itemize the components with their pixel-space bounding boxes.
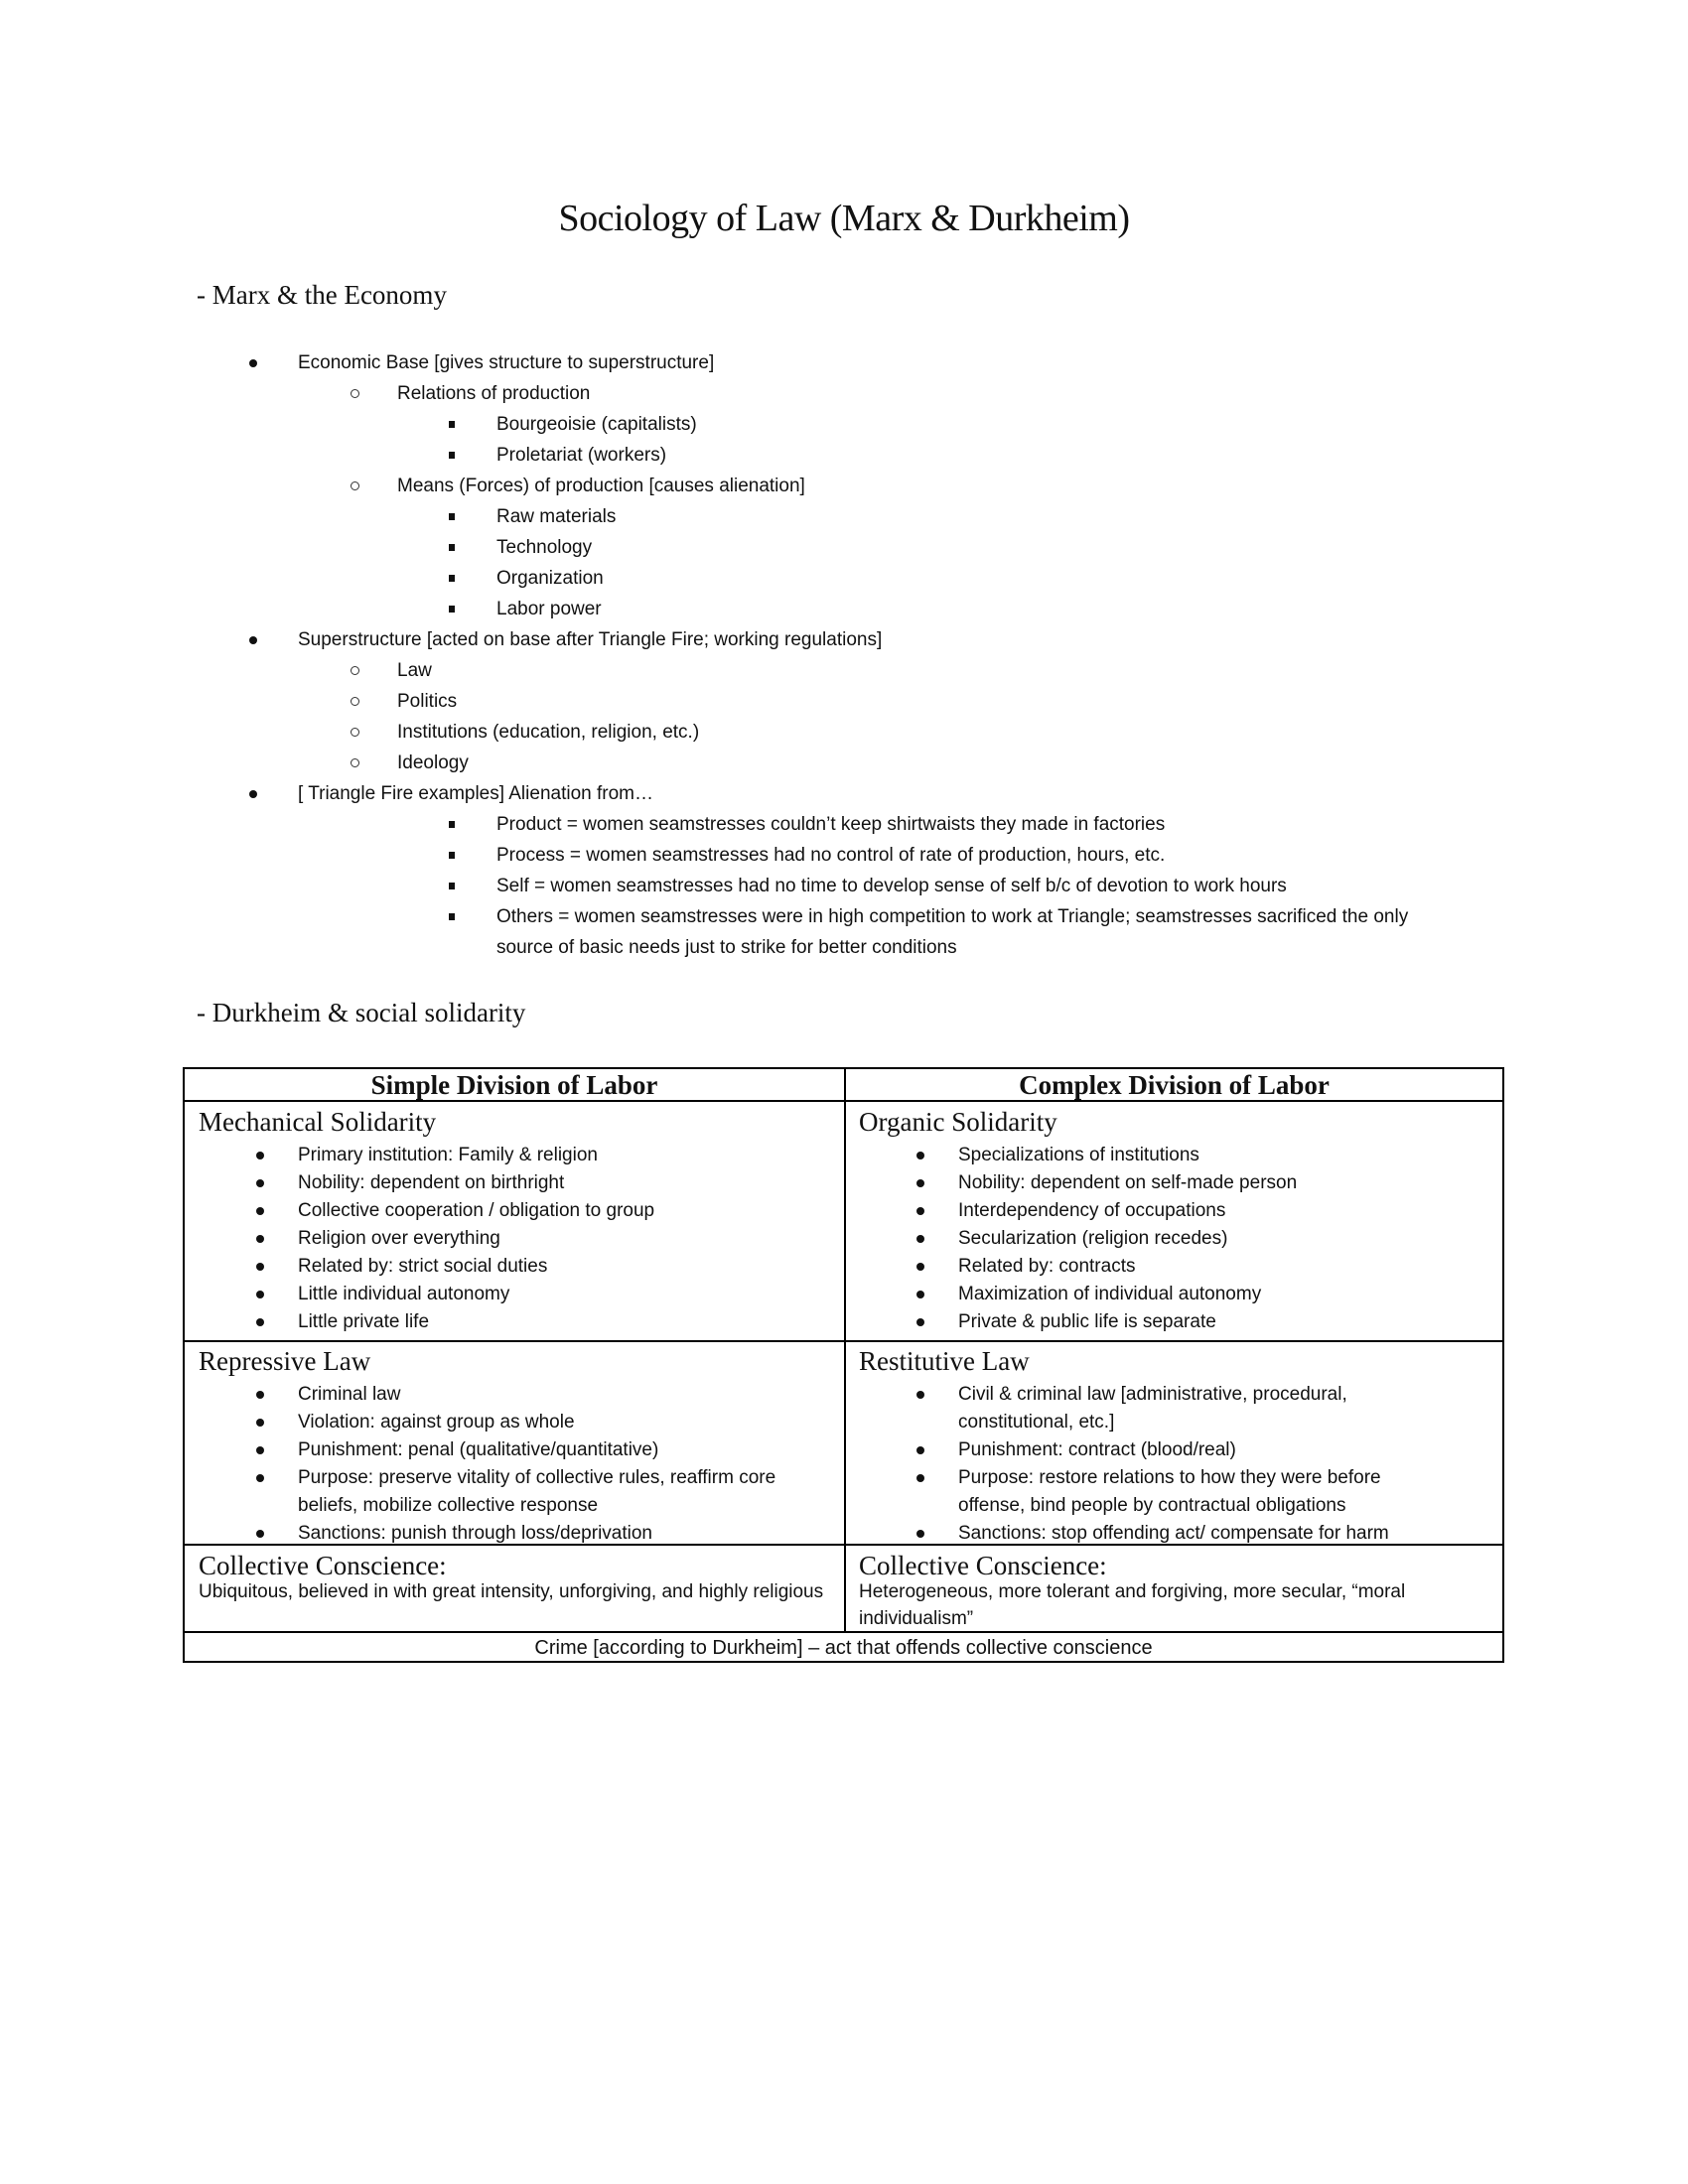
outline-item-text: Process = women seamstresses had no control of rate of production, hours, etc.	[496, 845, 1166, 866]
outline-item-text: Raw materials	[496, 506, 617, 527]
list-item-text: Specializations of institutions	[958, 1145, 1199, 1165]
outline-item	[0, 778, 1688, 809]
list-item-text: Interdependency of occupations	[958, 1200, 1226, 1221]
bullet-square-icon	[442, 440, 462, 471]
table-divider	[844, 1069, 846, 1633]
bullet-dot-icon	[911, 1436, 930, 1464]
list-item-text: Related by: strict social duties	[298, 1256, 548, 1277]
cell-title-mechanical-solidarity: Mechanical Solidarity	[199, 1107, 437, 1137]
list-item-text: Private & public life is separate	[958, 1311, 1216, 1332]
outline-item	[0, 717, 1688, 748]
bullet-dot-icon	[250, 1281, 270, 1308]
list-item	[298, 1436, 834, 1464]
list-item-text: Little private life	[298, 1311, 430, 1332]
outline-item	[0, 378, 1688, 409]
bullet-square-icon	[442, 809, 462, 840]
list-item	[958, 1281, 1494, 1308]
list-item	[298, 1253, 834, 1281]
column-header-simple: Simple Division of Labor	[370, 1070, 658, 1100]
outline-item-text: Superstructure [acted on base after Triangle Fire; working regulations]	[298, 629, 883, 650]
bullet-circle-icon	[345, 378, 364, 409]
bullet-dot-icon	[250, 1142, 270, 1169]
list-item-text: Criminal law	[298, 1384, 401, 1405]
outline-item	[0, 471, 1688, 501]
list-item-text: Nobility: dependent on birthright	[298, 1172, 565, 1193]
outline-item-text: Relations of production	[397, 383, 591, 404]
outline-item	[0, 655, 1688, 686]
page-title: Sociology of Law (Marx & Durkheim)	[558, 198, 1130, 239]
list-item-text: Civil & criminal law [administrative, procedural, constitutional, etc.]	[958, 1384, 1347, 1433]
collective-conscience-left-text: Ubiquitous, believed in with great intensity, unforgiving, and highly religious	[199, 1581, 824, 1602]
outline-item	[0, 563, 1688, 594]
outline-item-text: Economic Base [gives structure to superstructure]	[298, 352, 715, 373]
outline-item	[0, 347, 1688, 378]
cell-title-collective-conscience-left: Collective Conscience:	[199, 1551, 447, 1580]
bullet-dot-icon	[911, 1308, 930, 1336]
list-item	[298, 1381, 834, 1409]
list-item	[958, 1308, 1494, 1336]
list-item-text: Sanctions: punish through loss/deprivation	[298, 1523, 653, 1544]
bullet-dot-icon	[250, 1197, 270, 1225]
section-heading-durkheim: - Durkheim & social solidarity	[197, 998, 526, 1027]
bullet-dot-icon	[250, 1464, 270, 1492]
list-item	[298, 1169, 834, 1197]
list-item	[958, 1520, 1415, 1548]
outline-item	[0, 409, 1688, 440]
outline-item-text: Technology	[496, 537, 593, 558]
bullet-dot-icon	[250, 1436, 270, 1464]
outline-item	[0, 809, 1688, 840]
outline-item-text: Product = women seamstresses couldn’t keep shirtwaists they made in factories	[496, 814, 1166, 835]
list-item-text: Punishment: contract (blood/real)	[958, 1439, 1236, 1460]
outline-item-text: [ Triangle Fire examples] Alienation from…	[298, 783, 653, 804]
list-item	[298, 1225, 834, 1253]
outline-item-text: Politics	[397, 691, 458, 712]
bullet-dot-icon	[911, 1225, 930, 1253]
list-item-text: Punishment: penal (qualitative/quantitative)	[298, 1439, 659, 1460]
list-item-text: Purpose: preserve vitality of collective rules, reaffirm core beliefs, mobilize collective response	[298, 1467, 776, 1516]
list-item	[958, 1253, 1494, 1281]
bullet-dot-icon	[250, 1308, 270, 1336]
outline-item	[0, 501, 1688, 532]
outline-item-text: Others = women seamstresses were in high competition to work at Triangle; seamstresses sacrificed the only	[496, 906, 1409, 927]
bullet-dot-icon	[250, 1409, 270, 1436]
repressive-law-list	[298, 1381, 834, 1548]
outline-item	[0, 594, 1688, 624]
list-item-text: Little individual autonomy	[298, 1284, 510, 1304]
bullet-square-icon	[442, 901, 462, 932]
bullet-dot-icon	[243, 778, 263, 809]
bullet-square-icon	[442, 871, 462, 901]
list-item-text: Maximization of individual autonomy	[958, 1284, 1262, 1304]
outline-item-text: Means (Forces) of production [causes alienation]	[397, 476, 805, 496]
list-item-text: Related by: contracts	[958, 1256, 1136, 1277]
crime-definition-row: Crime [according to Durkheim] – act that offends collective conscience	[534, 1637, 1153, 1659]
list-item	[958, 1381, 1415, 1436]
list-item	[298, 1197, 834, 1225]
bullet-circle-icon	[345, 748, 364, 778]
list-item	[298, 1464, 834, 1520]
list-item-text: Nobility: dependent on self-made person	[958, 1172, 1298, 1193]
bullet-dot-icon	[243, 624, 263, 655]
bullet-dot-icon	[250, 1381, 270, 1409]
bullet-dot-icon	[911, 1142, 930, 1169]
bullet-dot-icon	[250, 1520, 270, 1548]
column-header-complex: Complex Division of Labor	[1019, 1070, 1330, 1100]
outline-item	[0, 901, 1688, 932]
outline-item	[0, 686, 1688, 717]
outline-item-text: Bourgeoisie (capitalists)	[496, 414, 697, 435]
outline-item	[0, 840, 1688, 871]
outline-item	[0, 932, 1688, 963]
list-item-text: Primary institution: Family & religion	[298, 1145, 598, 1165]
bullet-square-icon	[442, 409, 462, 440]
collective-conscience-right-text: Heterogeneous, more tolerant and forgiving, more secular, “moral individualism”	[859, 1581, 1406, 1629]
outline-item	[0, 532, 1688, 563]
outline-item-text: Labor power	[496, 599, 602, 619]
outline-item-text: Self = women seamstresses had no time to develop sense of self b/c of devotion to work hours	[496, 876, 1287, 896]
outline-item-text: Institutions (education, religion, etc.)	[397, 722, 700, 743]
bullet-dot-icon	[911, 1253, 930, 1281]
bullet-dot-icon	[243, 347, 263, 378]
section-heading-marx: - Marx & the Economy	[197, 280, 447, 310]
bullet-circle-icon	[345, 717, 364, 748]
bullet-dot-icon	[911, 1169, 930, 1197]
list-item	[958, 1169, 1494, 1197]
list-item-text: Purpose: restore relations to how they were before offense, bind people by contractual obligations	[958, 1467, 1381, 1516]
durkheim-comparison-table	[183, 1067, 1504, 1663]
bullet-square-icon	[442, 840, 462, 871]
list-item-text: Religion over everything	[298, 1228, 500, 1249]
list-item	[958, 1197, 1494, 1225]
outline-item	[0, 440, 1688, 471]
list-item	[298, 1520, 834, 1548]
bullet-dot-icon	[250, 1253, 270, 1281]
outline-item-text: source of basic needs just to strike for better conditions	[496, 937, 957, 958]
bullet-circle-icon	[345, 655, 364, 686]
bullet-dot-icon	[911, 1464, 930, 1492]
list-item	[298, 1281, 834, 1308]
list-item	[298, 1409, 834, 1436]
list-item	[958, 1436, 1415, 1464]
bullet-dot-icon	[250, 1225, 270, 1253]
list-item-text: Secularization (religion recedes)	[958, 1228, 1228, 1249]
bullet-square-icon	[442, 563, 462, 594]
list-item	[958, 1464, 1415, 1520]
organic-solidarity-list	[958, 1142, 1494, 1336]
outline-item-text: Proletariat (workers)	[496, 445, 667, 466]
list-item	[298, 1142, 834, 1169]
bullet-circle-icon	[345, 471, 364, 501]
bullet-dot-icon	[911, 1520, 930, 1548]
list-item-text: Sanctions: stop offending act/ compensate for harm	[958, 1523, 1389, 1544]
cell-title-restitutive-law: Restitutive Law	[859, 1346, 1030, 1376]
cell-title-collective-conscience-right: Collective Conscience:	[859, 1551, 1107, 1580]
outline-item-text: Law	[397, 660, 432, 681]
bullet-dot-icon	[911, 1281, 930, 1308]
outline-item	[0, 624, 1688, 655]
list-item	[958, 1142, 1494, 1169]
bullet-square-icon	[442, 594, 462, 624]
restitutive-law-list	[958, 1381, 1415, 1548]
list-item	[298, 1308, 834, 1336]
cell-title-repressive-law: Repressive Law	[199, 1346, 371, 1376]
outline-item-text: Organization	[496, 568, 604, 589]
bullet-square-icon	[442, 532, 462, 563]
cell-title-organic-solidarity: Organic Solidarity	[859, 1107, 1057, 1137]
outline-item	[0, 748, 1688, 778]
bullet-dot-icon	[250, 1169, 270, 1197]
list-item	[958, 1225, 1494, 1253]
outline-item-text: Ideology	[397, 752, 469, 773]
bullet-dot-icon	[911, 1381, 930, 1409]
bullet-circle-icon	[345, 686, 364, 717]
bullet-dot-icon	[911, 1197, 930, 1225]
outline-item	[0, 871, 1688, 901]
bullet-square-icon	[442, 501, 462, 532]
list-item-text: Collective cooperation / obligation to group	[298, 1200, 655, 1221]
list-item-text: Violation: against group as whole	[298, 1412, 575, 1433]
mechanical-solidarity-list	[298, 1142, 834, 1336]
